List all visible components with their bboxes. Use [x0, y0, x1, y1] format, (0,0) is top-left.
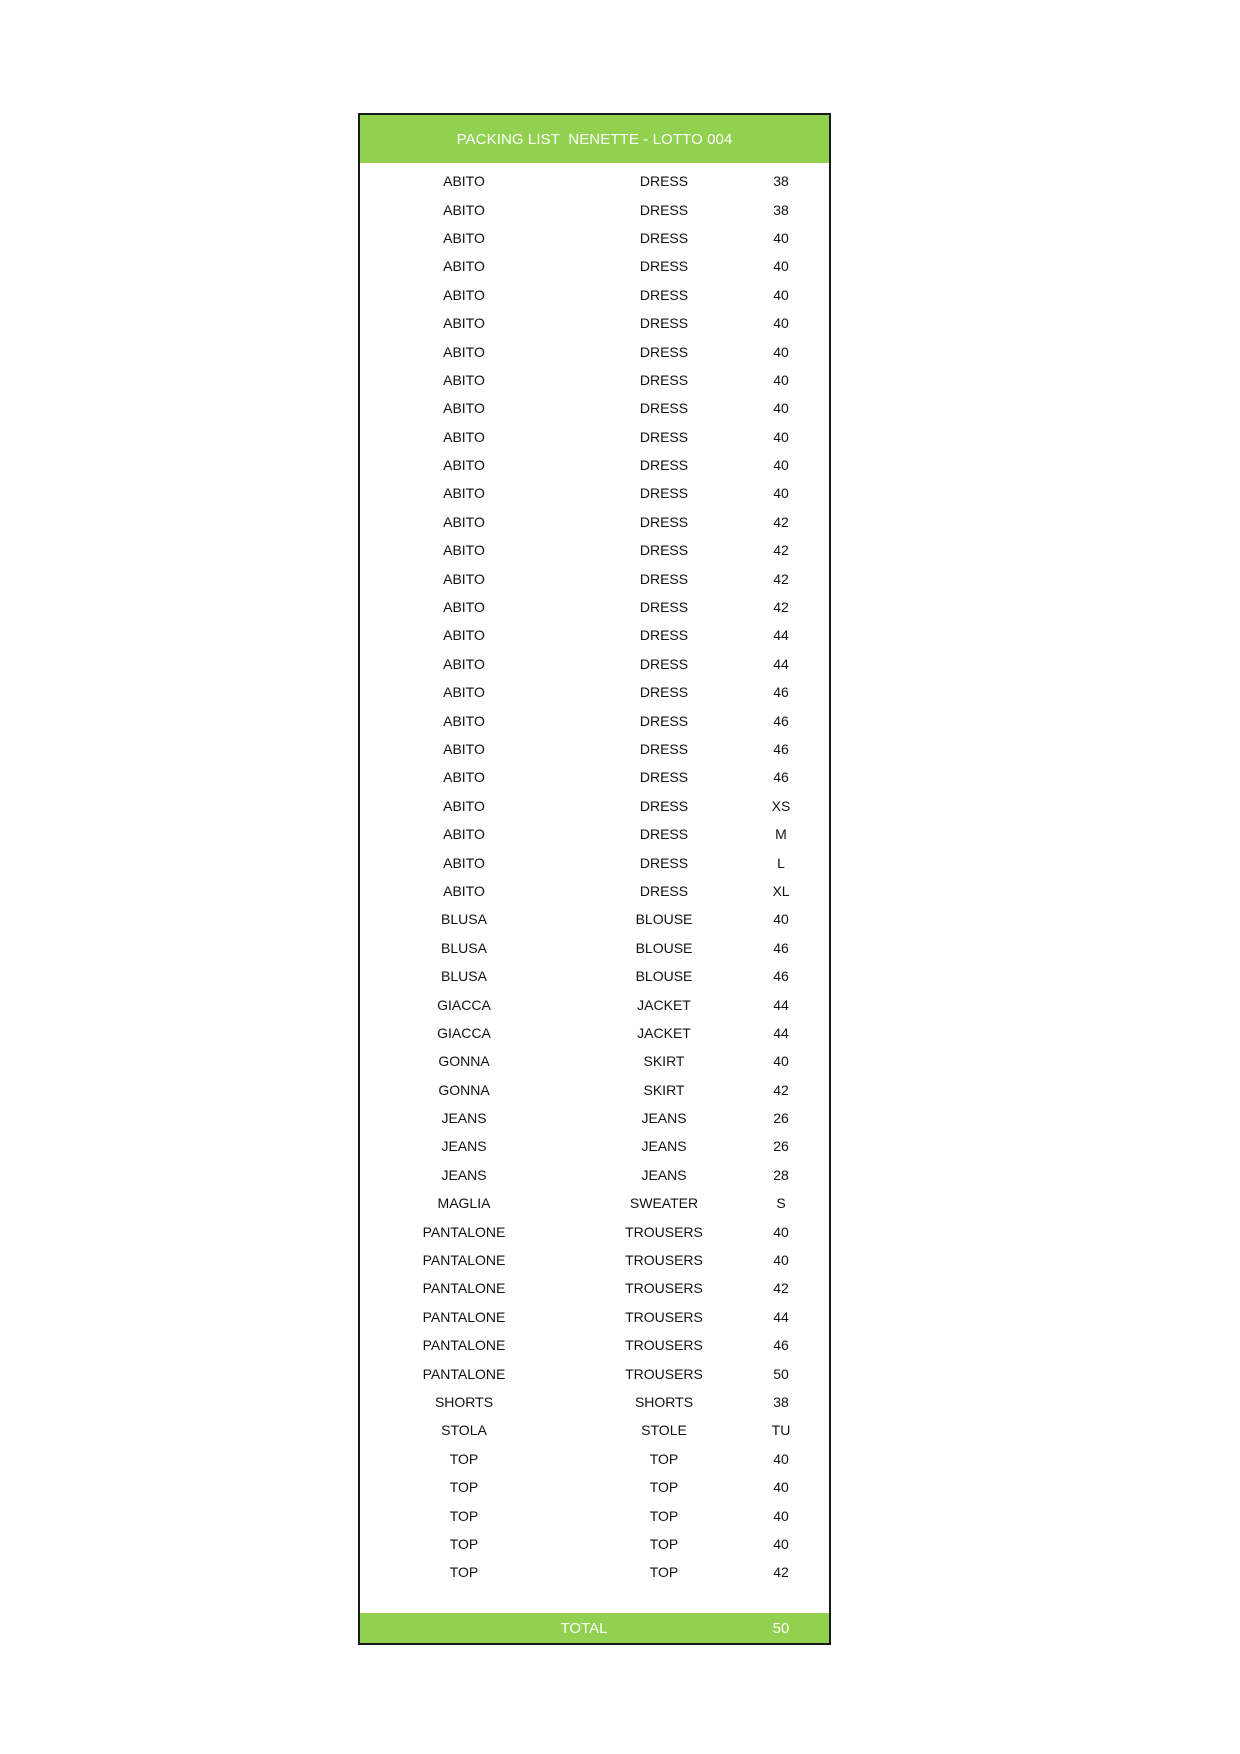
table-row: [360, 1047, 829, 1075]
item-name-en: DRESS: [639, 826, 689, 843]
table-row: [360, 1445, 829, 1473]
item-name-it: ABITO: [443, 428, 485, 445]
item-size: 44: [773, 996, 789, 1013]
item-name-it: PANTALONE: [422, 1252, 506, 1269]
item-size: 44: [773, 655, 789, 672]
item-name-it: JEANS: [441, 1166, 487, 1183]
item-size: 40: [773, 457, 789, 474]
item-size: 42: [773, 599, 789, 616]
item-size: 40: [773, 286, 789, 303]
table-row: [360, 394, 829, 422]
item-name-en: DRESS: [639, 173, 689, 190]
table-row: [360, 1359, 829, 1387]
table-row: [360, 1132, 829, 1160]
item-name-it: TOP: [449, 1450, 479, 1467]
item-size: 40: [773, 343, 789, 360]
table-row: [360, 451, 829, 479]
item-name-en: TROUSERS: [625, 1280, 703, 1297]
item-size: 46: [773, 684, 789, 701]
packing-list-table: [358, 113, 831, 1645]
item-name-it: ABITO: [443, 882, 485, 899]
item-name-en: TOP: [649, 1479, 679, 1496]
table-row: [360, 479, 829, 507]
item-size: 26: [773, 1110, 789, 1127]
item-size: S: [776, 1195, 786, 1212]
item-name-it: GIACCA: [437, 996, 491, 1013]
item-name-it: ABITO: [443, 315, 485, 332]
table-row: [360, 905, 829, 933]
item-name-en: SWEATER: [629, 1195, 699, 1212]
item-name-it: JEANS: [441, 1138, 487, 1155]
item-name-it: ABITO: [443, 229, 485, 246]
item-size: 42: [773, 1280, 789, 1297]
item-name-en: TROUSERS: [625, 1337, 703, 1354]
table-row: [360, 1274, 829, 1302]
item-size: 40: [773, 400, 789, 417]
item-size: XS: [771, 797, 791, 814]
item-name-it: PANTALONE: [422, 1365, 506, 1382]
table-row: [360, 1530, 829, 1558]
item-name-en: TROUSERS: [625, 1365, 703, 1382]
item-size: 44: [773, 1024, 789, 1041]
item-name-en: DRESS: [639, 457, 689, 474]
item-size: 42: [773, 513, 789, 530]
table-row: [360, 1076, 829, 1104]
table-row: [360, 337, 829, 365]
table-row: [360, 309, 829, 337]
item-name-en: DRESS: [639, 201, 689, 218]
table-row: [360, 621, 829, 649]
table-row: [360, 1019, 829, 1047]
item-size: 38: [773, 201, 789, 218]
item-name-en: DRESS: [639, 513, 689, 530]
item-size: 38: [773, 173, 789, 190]
item-name-en: DRESS: [639, 400, 689, 417]
table-row: [360, 423, 829, 451]
table-row: [360, 1161, 829, 1189]
item-name-en: DRESS: [639, 315, 689, 332]
table-row: [360, 848, 829, 876]
item-name-it: PANTALONE: [422, 1280, 506, 1297]
item-size: 46: [773, 712, 789, 729]
table-row: [360, 792, 829, 820]
item-name-it: BLUSA: [441, 939, 487, 956]
item-name-it: ABITO: [443, 712, 485, 729]
item-name-it: ABITO: [443, 599, 485, 616]
table-row: [360, 1189, 829, 1217]
item-name-en: DRESS: [639, 655, 689, 672]
item-name-it: TOP: [449, 1479, 479, 1496]
item-size: 40: [773, 1479, 789, 1496]
item-name-it: STOLA: [441, 1422, 487, 1439]
table-row: [360, 1388, 829, 1416]
item-name-it: ABITO: [443, 570, 485, 587]
table-row: [360, 564, 829, 592]
table-row: [360, 536, 829, 564]
item-size: 42: [773, 570, 789, 587]
item-size: 28: [773, 1166, 789, 1183]
total-row: [360, 1613, 829, 1643]
table-row: [360, 281, 829, 309]
item-name-it: ABITO: [443, 258, 485, 275]
item-name-it: ABITO: [443, 797, 485, 814]
item-size: 40: [773, 258, 789, 275]
item-name-en: BLOUSE: [635, 911, 693, 928]
item-name-it: TOP: [449, 1535, 479, 1552]
item-name-en: DRESS: [639, 712, 689, 729]
item-name-it: GIACCA: [437, 1024, 491, 1041]
table-row: [360, 1416, 829, 1444]
item-name-en: DRESS: [639, 684, 689, 701]
item-name-it: ABITO: [443, 769, 485, 786]
item-size: 40: [773, 371, 789, 388]
table-row: [360, 877, 829, 905]
item-size: 50: [773, 1365, 789, 1382]
table-row: [360, 763, 829, 791]
item-name-en: DRESS: [639, 542, 689, 559]
item-name-en: JEANS: [641, 1138, 687, 1155]
item-size: TU: [771, 1422, 791, 1439]
item-name-en: BLOUSE: [635, 939, 693, 956]
table-row: [360, 1217, 829, 1245]
table-row: [360, 167, 829, 195]
item-size: 42: [773, 1081, 789, 1098]
table-row: [360, 678, 829, 706]
item-size: 40: [773, 911, 789, 928]
item-name-en: DRESS: [639, 229, 689, 246]
item-name-en: JEANS: [641, 1166, 687, 1183]
item-name-en: DRESS: [639, 485, 689, 502]
item-size: 40: [773, 1535, 789, 1552]
table-row: [360, 1558, 829, 1586]
item-name-en: JACKET: [637, 996, 691, 1013]
table-row: [360, 224, 829, 252]
item-name-it: ABITO: [443, 400, 485, 417]
item-name-en: BLOUSE: [635, 968, 693, 985]
table-row: [360, 1303, 829, 1331]
total-label: TOTAL: [560, 1619, 608, 1637]
item-size: 40: [773, 315, 789, 332]
table-row: [360, 990, 829, 1018]
table-row: [360, 1246, 829, 1274]
item-name-en: DRESS: [639, 741, 689, 757]
item-name-it: ABITO: [443, 371, 485, 388]
table-row: [360, 1501, 829, 1529]
item-name-it: ABITO: [443, 826, 485, 843]
item-size: 40: [773, 1053, 789, 1070]
item-size: 40: [773, 1450, 789, 1467]
item-name-en: DRESS: [639, 570, 689, 587]
item-size: 40: [773, 485, 789, 502]
table-row: [360, 706, 829, 734]
item-name-it: JEANS: [441, 1110, 487, 1127]
item-name-en: SHORTS: [634, 1393, 694, 1410]
item-size: 46: [773, 741, 789, 757]
item-size: 38: [773, 1393, 789, 1410]
item-name-it: ABITO: [443, 542, 485, 559]
item-name-en: TROUSERS: [625, 1308, 703, 1325]
table-row: [360, 735, 829, 763]
item-name-en: STOLE: [641, 1422, 687, 1439]
item-name-en: TROUSERS: [625, 1223, 703, 1240]
table-body: [360, 167, 829, 1587]
item-name-it: BLUSA: [441, 911, 487, 928]
item-name-it: MAGLIA: [437, 1195, 491, 1212]
item-name-en: DRESS: [639, 882, 689, 899]
item-name-it: TOP: [449, 1507, 479, 1524]
item-name-en: TROUSERS: [625, 1252, 703, 1269]
item-name-it: ABITO: [443, 741, 485, 757]
item-name-en: DRESS: [639, 627, 689, 644]
item-size: 44: [773, 627, 789, 644]
table-row: [360, 1331, 829, 1359]
item-name-en: TOP: [649, 1564, 679, 1581]
item-size: 40: [773, 1507, 789, 1524]
item-name-en: DRESS: [639, 599, 689, 616]
item-name-it: ABITO: [443, 201, 485, 218]
table-row: [360, 650, 829, 678]
item-name-it: PANTALONE: [422, 1308, 506, 1325]
item-name-en: TOP: [649, 1450, 679, 1467]
item-name-en: DRESS: [639, 286, 689, 303]
total-value: 50: [772, 1619, 790, 1637]
item-name-en: JEANS: [641, 1110, 687, 1127]
item-name-it: ABITO: [443, 655, 485, 672]
item-name-it: ABITO: [443, 854, 485, 871]
table-row: [360, 1104, 829, 1132]
table-row: [360, 252, 829, 280]
item-size: 26: [773, 1138, 789, 1155]
item-size: 46: [773, 939, 789, 956]
item-name-it: GONNA: [438, 1053, 490, 1070]
table-row: [360, 820, 829, 848]
item-name-en: DRESS: [639, 258, 689, 275]
item-size: 44: [773, 1308, 789, 1325]
item-name-it: BLUSA: [441, 968, 487, 985]
table-row: [360, 593, 829, 621]
item-name-it: TOP: [449, 1564, 479, 1581]
item-name-en: DRESS: [639, 797, 689, 814]
table-row: [360, 195, 829, 223]
item-name-it: PANTALONE: [422, 1223, 506, 1240]
item-name-it: ABITO: [443, 684, 485, 701]
item-name-en: DRESS: [639, 343, 689, 360]
item-size: 46: [773, 968, 789, 985]
item-name-it: ABITO: [443, 173, 485, 190]
table-row: [360, 1473, 829, 1501]
item-name-it: ABITO: [443, 286, 485, 303]
table-row: [360, 962, 829, 990]
item-name-en: TOP: [649, 1535, 679, 1552]
item-name-en: DRESS: [639, 428, 689, 445]
item-name-en: SKIRT: [643, 1053, 685, 1070]
item-size: 46: [773, 1337, 789, 1354]
item-size: 40: [773, 428, 789, 445]
item-name-it: ABITO: [443, 627, 485, 644]
item-size: L: [777, 854, 785, 871]
item-name-it: ABITO: [443, 485, 485, 502]
item-name-it: SHORTS: [434, 1393, 494, 1410]
item-name-en: JACKET: [637, 1024, 691, 1041]
table-row: [360, 508, 829, 536]
item-name-it: PANTALONE: [422, 1337, 506, 1354]
item-size: 46: [773, 769, 789, 786]
item-name-it: ABITO: [443, 513, 485, 530]
table-title: PACKING LIST NENETTE - LOTTO 004: [360, 115, 829, 163]
item-name-en: SKIRT: [643, 1081, 685, 1098]
item-name-it: ABITO: [443, 343, 485, 360]
item-size: 40: [773, 1223, 789, 1240]
item-name-en: DRESS: [639, 371, 689, 388]
item-size: 42: [773, 1564, 789, 1581]
item-name-en: TOP: [649, 1507, 679, 1524]
item-size: 40: [773, 229, 789, 246]
item-name-it: ABITO: [443, 457, 485, 474]
item-size: XL: [772, 882, 790, 899]
item-name-en: DRESS: [639, 854, 689, 871]
table-row: [360, 934, 829, 962]
item-size: M: [775, 826, 787, 843]
item-size: 40: [773, 1252, 789, 1269]
item-size: 42: [773, 542, 789, 559]
item-name-en: DRESS: [639, 769, 689, 786]
table-row: [360, 366, 829, 394]
item-name-it: GONNA: [438, 1081, 490, 1098]
